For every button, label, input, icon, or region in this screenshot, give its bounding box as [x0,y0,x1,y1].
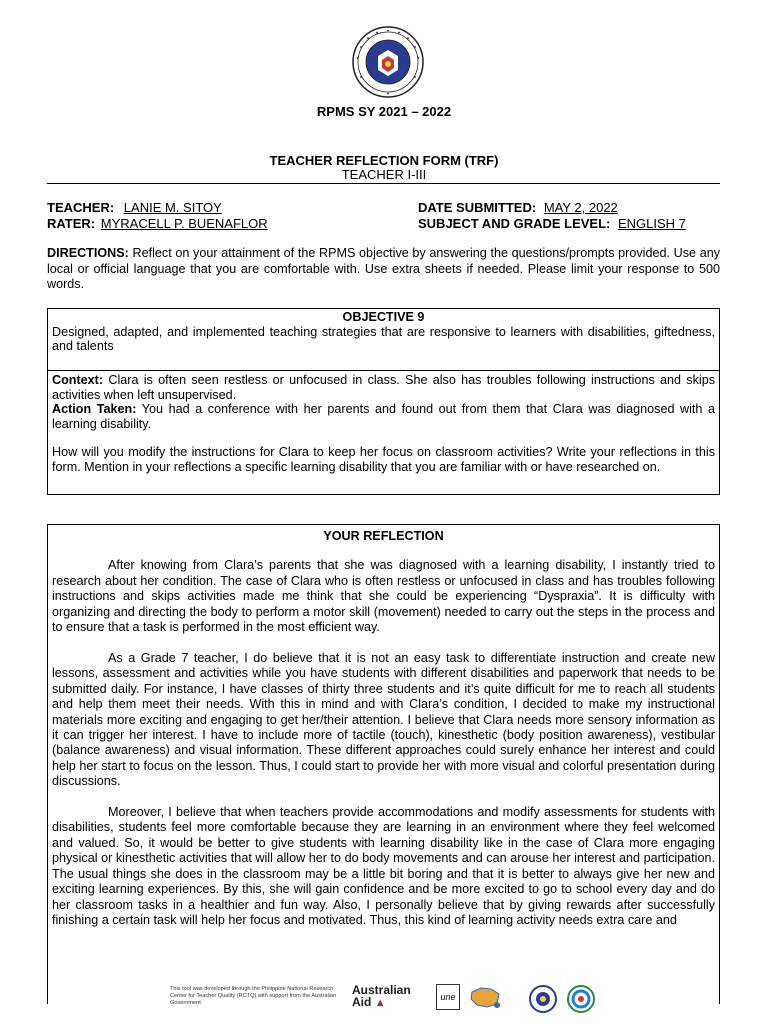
rpms-school-year: RPMS SY 2021 – 2022 [316,104,452,119]
rater-label: RATER: [47,216,96,231]
prompt-text: How will you modify the instructions for Clara to keep her focus on classroom activities? Write your reflections in this form. Mention in your reflections a specific learning disability that you are familiar with or have researched on. [52,445,715,474]
date-value: MAY 2, 2022 [543,200,618,215]
objective-text: Designed, adapted, and implemented teaching strategies that are responsive to learners with disabilities, giftedness, and talents [52,324,715,354]
australian-aid-logo: Australian Aid ▲ [352,983,411,1009]
footer [0,978,768,1024]
subject-value: ENGLISH 7 [618,216,686,231]
footer-note: This tool was developed through the Philippine National Research Center for Teacher Quality (RCTQ) with support from the Australian Government [170,986,337,1006]
teacher-value: LANIE M. SITOY [123,200,222,215]
context-label: Context: [52,373,104,387]
teacher-label: TEACHER: [47,200,115,215]
form-title: TEACHER REFLECTION FORM (TRF) [269,153,499,168]
deped-seal-logo [352,26,424,98]
rater-row [47,216,268,231]
subject-grade-row [418,216,686,231]
reflection-title: YOUR REFLECTION [323,529,444,543]
reflection-paragraph-2: As a Grade 7 teacher, I do believe that it is not an easy task to differentiate instruction and create new lessons, assessment and activities while you have students with different disabilities and paperwork that needs to be submitted daily. For instance, I have classes of thirty three students and it’s quite difficult for me to reach all students and help them meet their needs. With this in mind and with Clara’s condition, I decided to make my instructional materials more exciting and engaging to get her/their attention. I believe that Clara needs more sensory information as it can trigger her interest. I have to include more of tactile (touch), kinesthetic (body position awareness), vestibular (balance awareness) and visual information. These different approaches could surely enhance her interest and could help her start to focus on the lesson. Thus, I could start to provide her with more visual and colorful presentation during discussions. [52,650,715,789]
date-submitted-row [418,200,618,215]
objective-title: OBJECTIVE 9 [342,310,425,324]
action-taken-paragraph [52,402,715,431]
directions-paragraph [47,246,720,293]
rctq-map-logo [467,984,503,1010]
teacher-education-council-icon [566,984,596,1014]
action-taken-label: Action Taken: [52,402,137,417]
rctq-seal-icon [528,984,558,1014]
context-box [47,370,720,495]
directions-label: DIRECTIONS: [47,246,129,260]
reflection-paragraph-1: After knowing from Clara’s parents that she was diagnosed with a learning disability, I instantly tried to research about her condition. The case of Clara who is often restless or unfocused in class and has troubles following instructions and skips activities made me think that she could be experiencing “Dyspraxia”. It is difficulty with organizing and directing the body to perform a motor skill (movement) needed to carry out the steps in the process and to ensure that a task is performed in the most efficient way. [52,558,715,635]
objective-box [47,308,720,371]
action-taken-text: You had a conference with her parents and found out from them that Clara was diagnosed with a learning disability. [52,402,715,431]
reflection-box [47,524,720,1004]
context-text: Clara is often seen restless or unfocused in class. She also has troubles following instructions and skips activities when left unsupervised. [52,373,715,402]
date-label: DATE SUBMITTED: [418,200,537,215]
header-divider [47,183,720,184]
rater-value: MYRACELL P. BUENAFLOR [100,216,268,231]
teacher-row [47,200,222,215]
kangaroo-icon: ▲ [374,997,386,1009]
context-paragraph [52,373,715,402]
reflection-paragraph-3: Moreover, I believe that when teachers provide accommodations and modify assessments for students with disabilities, students feel more comfortable because they are learning in an environment where they feel welcomed and valued. So, it would be better to give students with learning disability like in the case of Clara more engaging physical or kinesthetic activities that will allow her to do body movements and can arouse her interest and participation. The usual things she does in the classroom may be a little bit boring and that it is better to always give her new and exciting learning experiences. By this, she will gain confidence and be more excited to go to school every day and do her classroom tasks in a healthier and fun way. Also, I personally believe that by giving rewards after successfully finishing a certain task will help her focus and motivated. Thus, this kind of learning activity needs extra care and [52,804,715,927]
une-logo: une [436,984,460,1010]
subject-label: SUBJECT AND GRADE LEVEL: [418,216,611,231]
directions-text: Reflect on your attainment of the RPMS objective by answering the questions/prompts provided. Use any local or official language that you are comfortable with. Use extra sheets if needed. Please limit your response to 500 words. [47,246,721,292]
form-subtitle: TEACHER I-III [341,167,427,182]
